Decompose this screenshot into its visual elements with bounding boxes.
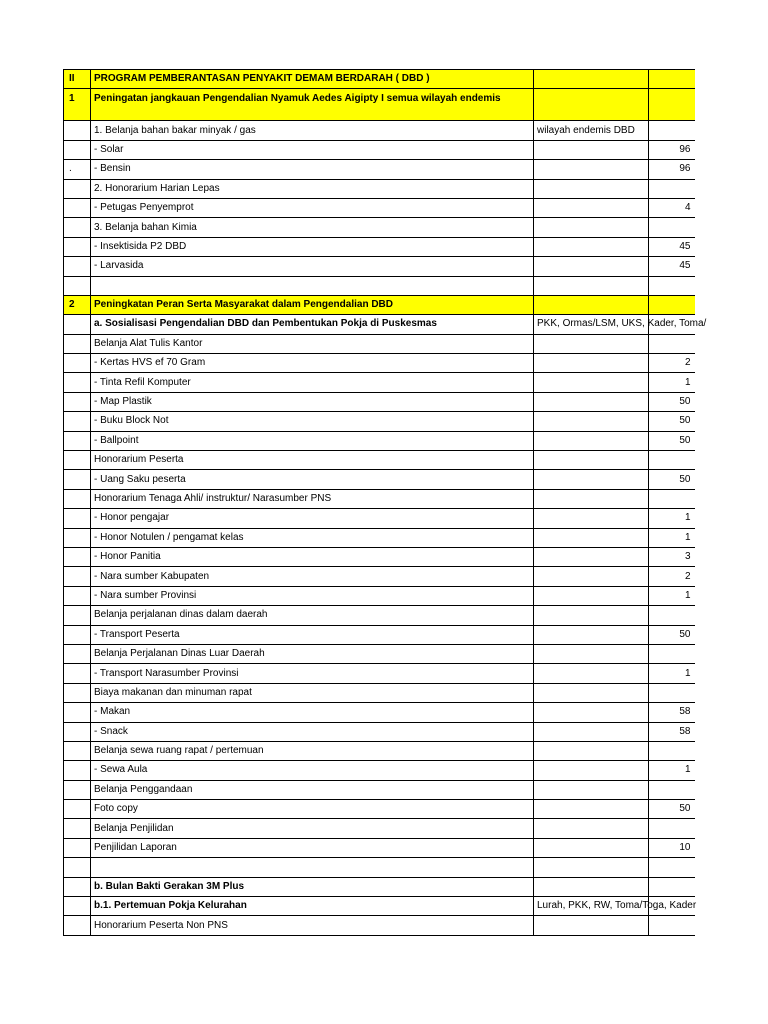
section-header-row [64, 89, 695, 121]
table-row [64, 819, 695, 838]
row-number-cell[interactable] [64, 237, 91, 256]
table-row [64, 838, 695, 857]
table-row [64, 237, 695, 256]
item-description-cell[interactable]: PROGRAM PEMBERANTASAN PENYAKIT DEMAM BERDARAH ( DBD ) [91, 70, 534, 89]
item-description-cell[interactable]: Peningatan jangkauan Pengendalian Nyamuk Aedes Aigipty I semua wilayah endemis [91, 89, 534, 121]
target-group-cell[interactable] [534, 412, 649, 431]
table-row [64, 567, 695, 586]
row-number-cell[interactable] [64, 761, 91, 780]
table-row [64, 800, 695, 819]
budget-sheet [63, 69, 707, 936]
target-group-cell[interactable] [534, 916, 649, 935]
table-row [64, 722, 695, 741]
row-number-cell[interactable] [64, 431, 91, 450]
quantity-cell[interactable]: 58 [649, 703, 695, 722]
quantity-cell[interactable] [649, 489, 695, 508]
quantity-cell[interactable]: 1 [649, 528, 695, 547]
item-description-cell[interactable]: - Larvasida [91, 257, 534, 276]
target-group-cell[interactable] [534, 70, 649, 89]
target-group-cell[interactable]: PKK, Ormas/LSM, UKS, Kader, Toma/ [534, 315, 649, 334]
target-group-cell[interactable] [534, 276, 649, 295]
target-group-cell[interactable] [534, 295, 649, 314]
row-number-cell[interactable] [64, 897, 91, 916]
item-description-cell[interactable]: Penjilidan Laporan [91, 838, 534, 857]
quantity-cell[interactable] [649, 916, 695, 935]
row-number-cell[interactable] [64, 509, 91, 528]
table-row [64, 431, 695, 450]
table-row [64, 509, 695, 528]
row-number-cell[interactable]: 1 [64, 89, 91, 121]
target-group-cell[interactable] [534, 140, 649, 159]
target-group-cell[interactable] [534, 160, 649, 179]
row-number-cell[interactable] [64, 780, 91, 799]
table-row [64, 179, 695, 198]
quantity-cell[interactable] [649, 121, 695, 140]
table-row [64, 334, 695, 353]
target-group-cell[interactable]: Lurah, PKK, RW, Toma/Toga, Kader [534, 897, 649, 916]
row-number-cell[interactable] [64, 877, 91, 896]
subsection-row [64, 897, 695, 916]
row-number-cell[interactable] [64, 741, 91, 760]
item-description-cell[interactable] [91, 276, 534, 295]
item-description-cell[interactable]: Belanja Perjalanan Dinas Luar Daerah [91, 644, 534, 663]
target-group-cell[interactable] [534, 703, 649, 722]
row-number-cell[interactable] [64, 567, 91, 586]
row-number-cell[interactable]: . [64, 160, 91, 179]
quantity-cell[interactable]: 58 [649, 722, 695, 741]
row-number-cell[interactable] [64, 470, 91, 489]
row-number-cell[interactable]: 2 [64, 295, 91, 314]
quantity-cell[interactable] [649, 877, 695, 896]
sheet-body [64, 70, 707, 936]
item-description-cell[interactable]: Peningkatan Peran Serta Masyarakat dalam Pengendalian DBD [91, 295, 534, 314]
target-group-cell[interactable] [534, 858, 649, 877]
quantity-cell[interactable]: 45 [649, 257, 695, 276]
table-row [64, 547, 695, 566]
row-number-cell[interactable] [64, 179, 91, 198]
target-group-cell[interactable] [534, 237, 649, 256]
target-group-cell[interactable] [534, 606, 649, 625]
table-row [64, 451, 695, 470]
row-number-cell[interactable] [64, 392, 91, 411]
table-row [64, 761, 695, 780]
target-group-cell[interactable] [534, 373, 649, 392]
target-group-cell[interactable] [534, 470, 649, 489]
target-group-cell[interactable] [534, 489, 649, 508]
quantity-cell[interactable]: 3 [649, 547, 695, 566]
row-number-cell[interactable]: II [64, 70, 91, 89]
row-number-cell[interactable] [64, 276, 91, 295]
quantity-cell[interactable]: 50 [649, 625, 695, 644]
target-group-cell[interactable] [534, 877, 649, 896]
row-number-cell[interactable] [64, 373, 91, 392]
item-description-cell[interactable]: a. Sosialisasi Pengendalian DBD dan Pembentukan Pokja di Puskesmas [91, 315, 534, 334]
quantity-cell[interactable]: 96 [649, 140, 695, 159]
target-group-cell[interactable] [534, 218, 649, 237]
item-description-cell[interactable]: - Nara sumber Kabupaten [91, 567, 534, 586]
table-row [64, 586, 695, 605]
row-number-cell[interactable] [64, 606, 91, 625]
row-number-cell[interactable] [64, 547, 91, 566]
item-description-cell[interactable]: - Petugas Penyemprot [91, 198, 534, 217]
quantity-cell[interactable]: 1 [649, 586, 695, 605]
row-number-cell[interactable] [64, 703, 91, 722]
item-description-cell[interactable]: Belanja perjalanan dinas dalam daerah [91, 606, 534, 625]
row-number-cell[interactable] [64, 354, 91, 373]
item-description-cell[interactable]: b.1. Pertemuan Pokja Kelurahan [91, 897, 534, 916]
item-description-cell[interactable]: Belanja sewa ruang rapat / pertemuan [91, 741, 534, 760]
item-description-cell[interactable]: Belanja Penjilidan [91, 819, 534, 838]
table-row [64, 858, 695, 877]
table-row [64, 257, 695, 276]
item-description-cell[interactable]: - Sewa Aula [91, 761, 534, 780]
row-number-cell[interactable] [64, 722, 91, 741]
item-description-cell[interactable]: - Ballpoint [91, 431, 534, 450]
table-row [64, 470, 695, 489]
quantity-cell[interactable]: 50 [649, 392, 695, 411]
quantity-cell[interactable] [649, 683, 695, 702]
table-row [64, 644, 695, 663]
subsection-row [64, 315, 695, 334]
item-description-cell[interactable]: - Transport Narasumber Provinsi [91, 664, 534, 683]
row-number-cell[interactable] [64, 489, 91, 508]
row-number-cell[interactable] [64, 664, 91, 683]
item-description-cell[interactable]: - Transport Peserta [91, 625, 534, 644]
row-number-cell[interactable] [64, 198, 91, 217]
quantity-cell[interactable] [649, 89, 695, 121]
item-description-cell[interactable]: - Solar [91, 140, 534, 159]
table-row [64, 392, 695, 411]
target-group-cell[interactable] [534, 586, 649, 605]
target-group-cell[interactable] [534, 761, 649, 780]
target-group-cell[interactable] [534, 625, 649, 644]
row-number-cell[interactable] [64, 218, 91, 237]
table-row [64, 218, 695, 237]
target-group-cell[interactable] [534, 838, 649, 857]
row-number-cell[interactable] [64, 315, 91, 334]
quantity-cell[interactable]: 1 [649, 509, 695, 528]
target-group-cell[interactable] [534, 741, 649, 760]
table-row [64, 703, 695, 722]
quantity-cell[interactable] [649, 858, 695, 877]
item-description-cell[interactable]: - Honor Notulen / pengamat kelas [91, 528, 534, 547]
row-number-cell[interactable] [64, 916, 91, 935]
item-description-cell[interactable]: - Uang Saku peserta [91, 470, 534, 489]
quantity-cell[interactable]: 2 [649, 354, 695, 373]
target-group-cell[interactable] [534, 819, 649, 838]
quantity-cell[interactable] [649, 741, 695, 760]
table-row [64, 528, 695, 547]
target-group-cell[interactable] [534, 800, 649, 819]
table-row [64, 373, 695, 392]
table-row [64, 916, 695, 935]
section-header-row [64, 70, 695, 89]
item-description-cell[interactable]: - Buku Block Not [91, 412, 534, 431]
table-row [64, 606, 695, 625]
quantity-cell[interactable]: 45 [649, 237, 695, 256]
row-number-cell[interactable] [64, 121, 91, 140]
table-row [64, 664, 695, 683]
table-row [64, 276, 695, 295]
row-number-cell[interactable] [64, 334, 91, 353]
table-row [64, 354, 695, 373]
table-row [64, 121, 695, 140]
row-number-cell[interactable] [64, 451, 91, 470]
quantity-cell[interactable] [649, 644, 695, 663]
table-row [64, 160, 695, 179]
quantity-cell[interactable]: 50 [649, 800, 695, 819]
quantity-cell[interactable] [649, 295, 695, 314]
table-row [64, 741, 695, 760]
target-group-cell[interactable] [534, 780, 649, 799]
table-row [64, 412, 695, 431]
row-number-cell[interactable] [64, 838, 91, 857]
quantity-cell[interactable] [649, 218, 695, 237]
target-group-cell[interactable] [534, 547, 649, 566]
item-description-cell[interactable]: Foto copy [91, 800, 534, 819]
table-row [64, 198, 695, 217]
quantity-cell[interactable] [649, 780, 695, 799]
item-description-cell[interactable]: - Map Plastik [91, 392, 534, 411]
quantity-cell[interactable]: 1 [649, 664, 695, 683]
quantity-cell[interactable] [649, 179, 695, 198]
row-number-cell[interactable] [64, 858, 91, 877]
target-group-cell[interactable] [534, 664, 649, 683]
table-row [64, 780, 695, 799]
target-group-cell[interactable] [534, 528, 649, 547]
quantity-cell[interactable]: 1 [649, 761, 695, 780]
quantity-cell[interactable] [649, 276, 695, 295]
item-description-cell[interactable]: - Insektisida P2 DBD [91, 237, 534, 256]
item-description-cell[interactable]: - Nara sumber Provinsi [91, 586, 534, 605]
item-description-cell[interactable]: - Tinta Refil Komputer [91, 373, 534, 392]
item-description-cell[interactable]: Honorarium Tenaga Ahli/ instruktur/ Narasumber PNS [91, 489, 534, 508]
quantity-cell[interactable]: 50 [649, 470, 695, 489]
row-number-cell[interactable] [64, 412, 91, 431]
item-description-cell[interactable]: - Bensin [91, 160, 534, 179]
item-description-cell[interactable]: - Kertas HVS ef 70 Gram [91, 354, 534, 373]
target-group-cell[interactable] [534, 392, 649, 411]
row-number-cell[interactable] [64, 528, 91, 547]
row-number-cell[interactable] [64, 586, 91, 605]
quantity-cell[interactable]: 4 [649, 198, 695, 217]
quantity-cell[interactable]: 96 [649, 160, 695, 179]
item-description-cell[interactable]: b. Bulan Bakti Gerakan 3M Plus [91, 877, 534, 896]
row-number-cell[interactable] [64, 683, 91, 702]
quantity-cell[interactable]: 50 [649, 412, 695, 431]
quantity-cell[interactable]: 2 [649, 567, 695, 586]
item-description-cell[interactable]: 2. Honorarium Harian Lepas [91, 179, 534, 198]
item-description-cell[interactable]: - Makan [91, 703, 534, 722]
item-description-cell[interactable] [91, 858, 534, 877]
item-description-cell[interactable]: Belanja Alat Tulis Kantor [91, 334, 534, 353]
item-description-cell[interactable]: - Honor pengajar [91, 509, 534, 528]
quantity-cell[interactable] [649, 334, 695, 353]
row-number-cell[interactable] [64, 800, 91, 819]
target-group-cell[interactable]: wilayah endemis DBD [534, 121, 649, 140]
item-description-cell[interactable]: Biaya makanan dan minuman rapat [91, 683, 534, 702]
item-description-cell[interactable]: Belanja Penggandaan [91, 780, 534, 799]
quantity-cell[interactable] [649, 606, 695, 625]
row-number-cell[interactable] [64, 644, 91, 663]
quantity-cell[interactable]: 50 [649, 431, 695, 450]
item-description-cell[interactable]: Honorarium Peserta [91, 451, 534, 470]
row-number-cell[interactable] [64, 257, 91, 276]
target-group-cell[interactable] [534, 722, 649, 741]
quantity-cell[interactable] [649, 819, 695, 838]
item-description-cell[interactable]: 1. Belanja bahan bakar minyak / gas [91, 121, 534, 140]
row-number-cell[interactable] [64, 625, 91, 644]
item-description-cell[interactable]: - Snack [91, 722, 534, 741]
row-number-cell[interactable] [64, 140, 91, 159]
table-row [64, 625, 695, 644]
target-group-cell[interactable] [534, 451, 649, 470]
target-group-cell[interactable] [534, 509, 649, 528]
section-header-row [64, 295, 695, 314]
target-group-cell[interactable] [534, 179, 649, 198]
quantity-cell[interactable] [649, 70, 695, 89]
row-number-cell[interactable] [64, 819, 91, 838]
target-group-cell[interactable] [534, 334, 649, 353]
table-row [64, 489, 695, 508]
target-group-cell[interactable] [534, 567, 649, 586]
table-row [64, 140, 695, 159]
table-row [64, 683, 695, 702]
item-description-cell[interactable]: - Honor Panitia [91, 547, 534, 566]
item-description-cell[interactable]: 3. Belanja bahan Kimia [91, 218, 534, 237]
target-group-cell[interactable] [534, 198, 649, 217]
quantity-cell[interactable] [649, 451, 695, 470]
target-group-cell[interactable] [534, 683, 649, 702]
quantity-cell[interactable]: 1 [649, 373, 695, 392]
target-group-cell[interactable] [534, 257, 649, 276]
target-group-cell[interactable] [534, 89, 649, 121]
item-description-cell[interactable]: Honorarium Peserta Non PNS [91, 916, 534, 935]
target-group-cell[interactable] [534, 644, 649, 663]
target-group-cell[interactable] [534, 431, 649, 450]
subsection-row [64, 877, 695, 896]
target-group-cell[interactable] [534, 354, 649, 373]
quantity-cell[interactable]: 10 [649, 838, 695, 857]
